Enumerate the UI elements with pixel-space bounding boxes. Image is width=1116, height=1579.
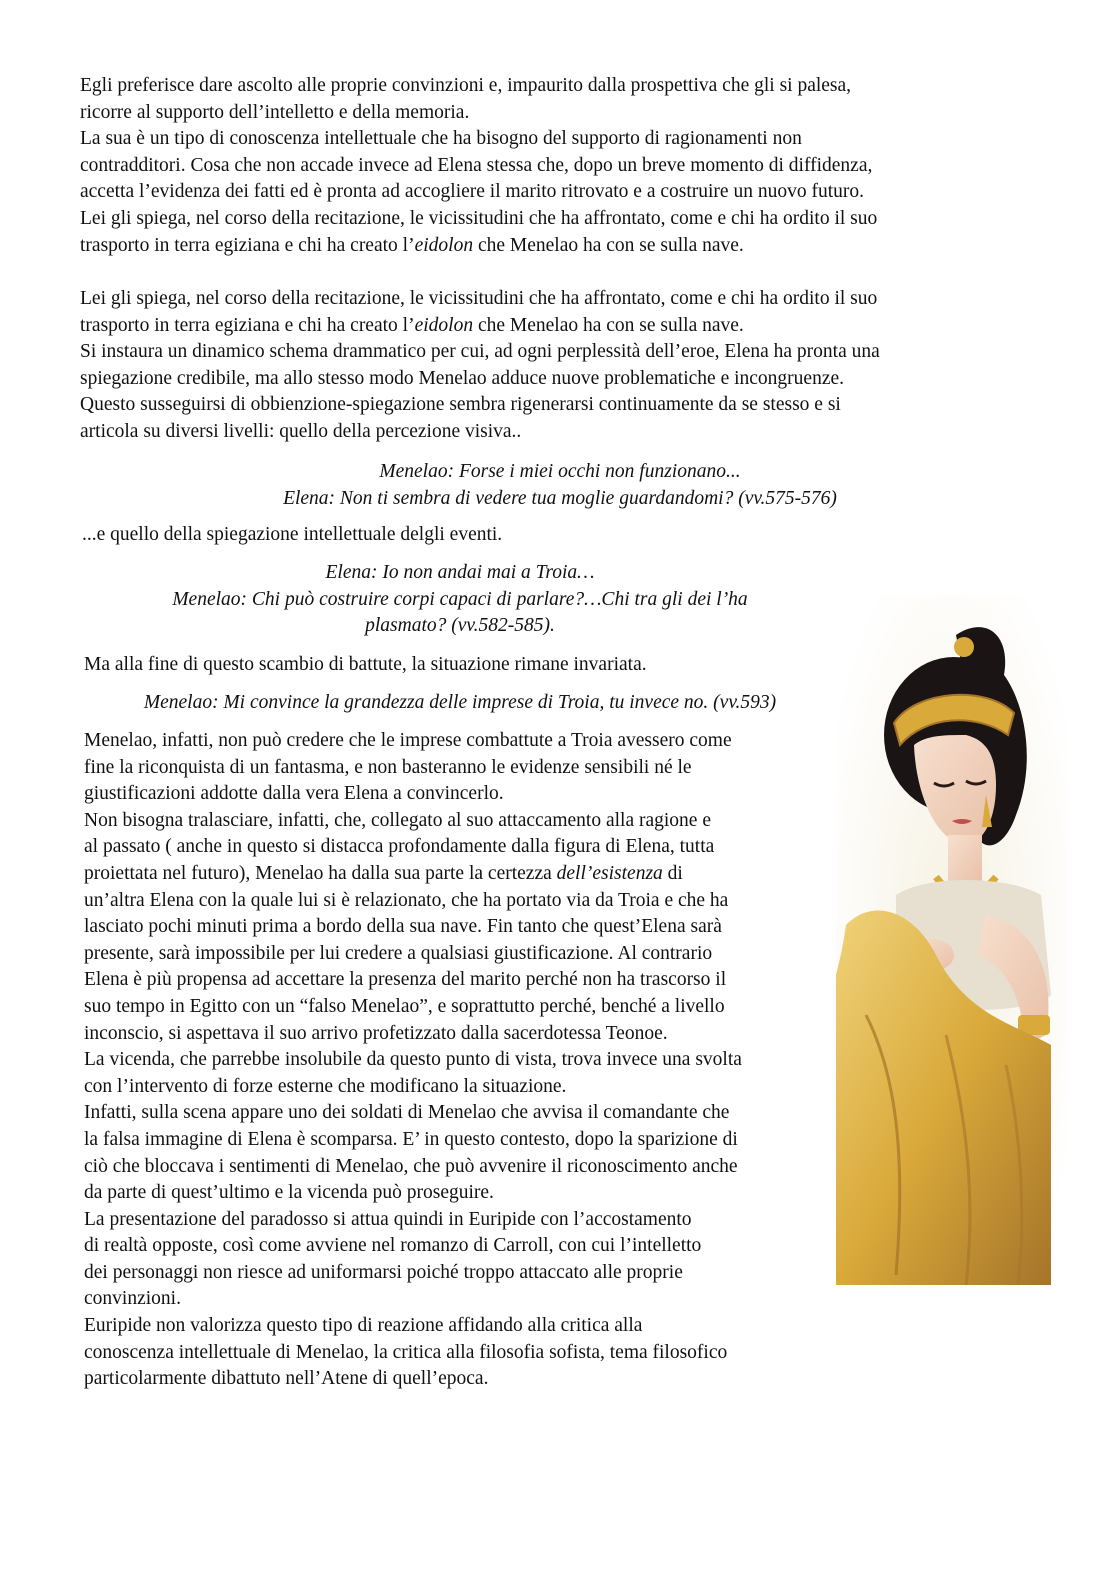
paragraph-line: ciò che bloccava i sentimenti di Menelao, che può avvenire il riconoscimento anche xyxy=(84,1155,738,1177)
text-run: trasporto in terra egiziana e chi ha creato l’ xyxy=(80,234,415,256)
paragraph-line: Lei gli spiega, nel corso della recitazione, le vicissitudini che ha affrontato, come e chi ha ordito il suo xyxy=(80,207,878,229)
paragraph-line: con l’intervento di forze esterne che modificano la situazione. xyxy=(84,1075,567,1097)
paragraph-line: lasciato pochi minuti prima a bordo della sua nave. Fin tanto che quest’Elena sarà xyxy=(84,916,722,938)
quote-3: Menelao: Mi convince la grandezza delle imprese di Troia, tu invece no. (vv.593) xyxy=(143,692,777,713)
paragraph-line xyxy=(80,235,744,256)
paragraph-line xyxy=(80,315,744,336)
text-run: che Menelao ha con se sulla nave. xyxy=(473,314,744,336)
paragraph-line: La vicenda, che parrebbe insolubile da questo punto di vista, trova invece una svolta xyxy=(84,1049,742,1071)
paragraph-line: Questo susseguirsi di obbienzione-spiegazione sembra rigenerarsi continuamente da se stesso e si xyxy=(80,394,841,416)
paragraph-2 xyxy=(80,286,1020,446)
paragraph-line: dei personaggi non riesce ad uniformarsi poiché troppo attaccato alle proprie xyxy=(84,1261,683,1283)
paragraph-5 xyxy=(84,728,844,1393)
quote-2 xyxy=(110,560,810,640)
paragraph-line: particolarmente dibattuto nell’Atene di quell’epoca. xyxy=(84,1368,489,1390)
emphasis-text: eidolon xyxy=(414,314,474,336)
text-run: che Menelao ha con se sulla nave. xyxy=(473,234,744,256)
paragraph-line: Elena è più propensa ad accettare la presenza del marito perché non ha trascorso il xyxy=(84,969,727,991)
paragraph-line: Euripide non valorizza questo tipo di reazione affidando alla critica alla xyxy=(84,1315,643,1337)
paragraph-line xyxy=(84,863,683,884)
paragraph-line: fine la riconquista di un fantasma, e non basteranno le evidenze sensibili né le xyxy=(84,756,692,778)
paragraph-line: convinzioni. xyxy=(84,1288,181,1310)
emphasis-text: eidolon xyxy=(414,234,474,256)
paragraph-line: Si instaura un dinamico schema drammatico per cui, ad ogni perplessità dell’eroe, Elena ha pronta una xyxy=(80,341,880,363)
text-run: trasporto in terra egiziana e chi ha creato l’ xyxy=(80,314,415,336)
hair-ornament-shape xyxy=(954,637,974,657)
quote-line: Menelao: Forse i miei occhi non funzionano... xyxy=(379,461,741,482)
quote-1 xyxy=(160,459,960,512)
paragraph-line: articola su diversi livelli: quello della percezione visiva.. xyxy=(80,420,522,442)
paragraph-line: accetta l’evidenza dei fatti ed è pronta ad accogliere il marito ritrovato e a costruire un nuovo futuro. xyxy=(80,181,864,203)
paragraph-line: ricorre al supporto dell’intelletto e della memoria. xyxy=(80,101,470,123)
paragraph-line: contradditori. Cosa che non accade invece ad Elena stessa che, dopo un breve momento di diffidenza, xyxy=(80,154,873,176)
paragraph-line: Lei gli spiega, nel corso della recitazione, le vicissitudini che ha affrontato, come e chi ha ordito il suo xyxy=(80,288,878,309)
paragraph-3: ...e quello della spiegazione intellettuale delgli eventi. xyxy=(82,524,503,545)
paragraph-line: conoscenza intellettuale di Menelao, la critica alla filosofia sofista, tema filosofico xyxy=(84,1341,728,1363)
paragraph-line: un’altra Elena con la quale lui si è relazionato, che ha portato via da Troia e che ha xyxy=(84,889,729,911)
paragraph-line: da parte di quest’ultimo e la vicenda può proseguire. xyxy=(84,1182,494,1204)
neck-shape xyxy=(948,835,982,885)
paragraph-line: Non bisogna tralasciare, infatti, che, collegato al suo attaccamento alla ragione e xyxy=(84,809,711,831)
paragraph-line: Egli preferisce dare ascolto alle proprie convinzioni e, impaurito dalla prospettiva che gli si palesa, xyxy=(80,75,852,96)
paragraph-line: di realtà opposte, così come avviene nel romanzo di Carroll, con cui l’intelletto xyxy=(84,1235,702,1257)
paragraph-line: giustificazioni addotte dalla vera Elena a convincerlo. xyxy=(84,783,504,805)
paragraph-line: al passato ( anche in questo si distacca profondamente dalla figura di Elena, tutta xyxy=(84,836,715,858)
paragraph-line: inconscio, si aspettava il suo arrivo profetizzato dalla sacerdotessa Teonoe. xyxy=(84,1022,668,1044)
quote-line: Elena: Io non andai mai a Troia… xyxy=(325,562,595,583)
paragraph-1 xyxy=(80,73,1020,259)
paragraph-line: Menelao, infatti, non può credere che le imprese combattute a Troia avessero come xyxy=(84,730,732,751)
paragraph-line: La sua è un tipo di conoscenza intellettuale che ha bisogno del supporto di ragionamenti non xyxy=(80,128,802,150)
paragraph-line: la falsa immagine di Elena è scomparsa. E’ in questo contesto, dopo la sparizione di xyxy=(84,1128,738,1150)
emphasis-text: dell’esistenza xyxy=(556,862,663,884)
quote-line: plasmato? (vv.582-585). xyxy=(365,615,555,637)
paragraph-4: Ma alla fine di questo scambio di battute, la situazione rimane invariata. xyxy=(84,654,647,675)
paragraph-line: Infatti, sulla scena appare uno dei soldati di Menelao che avvisa il comandante che xyxy=(84,1102,730,1124)
paragraph-line: presente, sarà impossibile per lui credere a qualsiasi giustificazione. Al contrario xyxy=(84,942,713,964)
quote-line: Elena: Non ti sembra di vedere tua moglie guardandomi? (vv.575-576) xyxy=(283,487,837,509)
paragraph-line: suo tempo in Egitto con un “falso Menelao”, e soprattutto perché, benché a livello xyxy=(84,995,725,1017)
paragraph-line: spiegazione credibile, ma allo stesso modo Menelao adduce nuove problematiche e incongruenze. xyxy=(80,367,845,389)
text-run: proiettata nel futuro), Menelao ha dalla sua parte la certezza xyxy=(84,862,557,884)
elena-illustration xyxy=(836,595,1068,1285)
quote-line: Menelao: Chi può costruire corpi capaci di parlare?…Chi tra gli dei l’ha xyxy=(172,588,748,610)
text-run: di xyxy=(662,862,683,884)
elena-figure-drawing xyxy=(836,595,1068,1285)
paragraph-line: La presentazione del paradosso si attua quindi in Euripide con l’accostamento xyxy=(84,1208,692,1230)
